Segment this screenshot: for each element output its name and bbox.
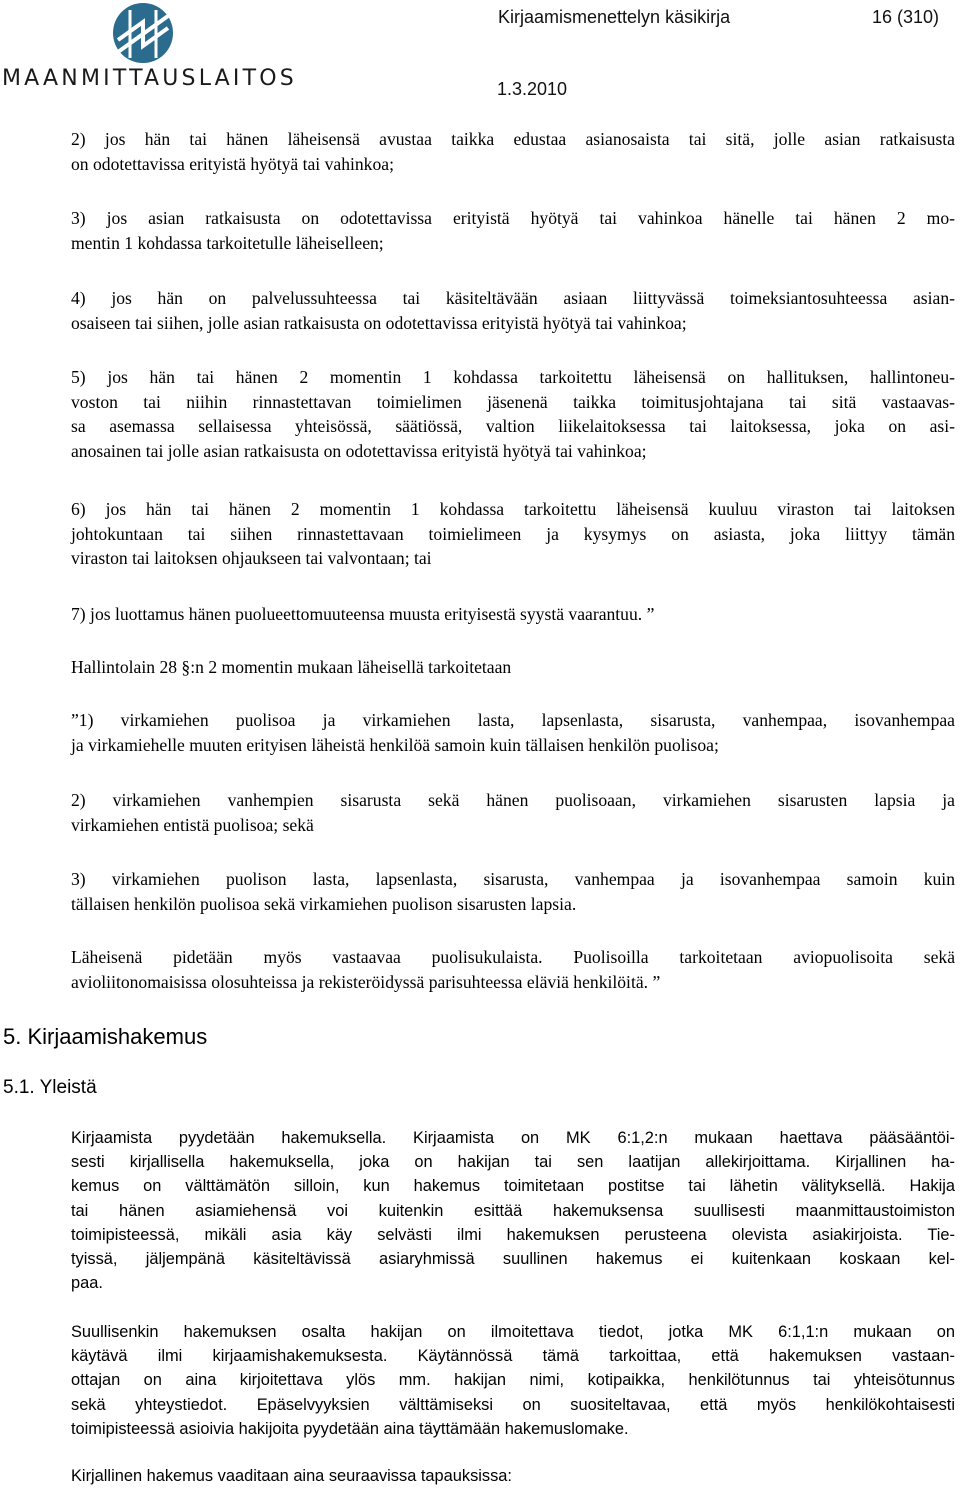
paragraph-item-3: 3) jos asian ratkaisusta on odotettavissa erityistä hyötyä tai vahinkoa hänelle tai hänen 2 mo- mentin 1 kohdassa tarkoitetulle läheiselleen;	[71, 208, 955, 253]
section-heading: 5. Kirjaamishakemus	[3, 1024, 208, 1049]
paragraph-half-relatives: Läheisenä pidetään myös vastaavaa puolisukulaista. Puolisoilla tarkoitetaan aviopuolisoita sekä avioliitonomaisissa olosuhteissa ja rekisteröidyssä parisuhteessa eläviä henkilöitä. ”	[71, 947, 955, 992]
page-number: 16 (310)	[872, 7, 940, 27]
subsection-heading: 5.1. Yleistä	[3, 1077, 97, 1098]
paragraph-application: Kirjaamista pyydetään hakemuksella. Kirjaamista on MK 6:1,2:n mukaan haettava pääsääntöi- sesti kirjallisella hakemuksella, joka on hakijan tai sen laatijan allekirjoittama. Kirjallinen ha- kemus on välttämätön silloin, kun hakemus toimitetaan postitse tai lähetin välityksellä. Hakija tai hänen asiamiehensä voi kuitenkin esittää hakemuksensa suullisesti maanmittaustoimiston toimipisteessä, mikäli asia käy selvästi ilmi hakemuksen perusteena olevista asiakirjoista. Tie- tyissä, jäljempänä käsiteltävissä asiaryhmissä suullinen hakemus ei kuitenkaan koskaan kel- paa.	[71, 1129, 955, 1293]
paragraph-definition-2: 2) virkamiehen vanhempien sisarusta sekä hänen puolisoaan, virkamiehen sisarusten lapsia ja virkamiehen entistä puolisoa; sekä	[71, 790, 955, 835]
paragraph-definition-1: ”1) virkamiehen puolisoa ja virkamiehen lasta, lapsenlasta, sisarusta, vanhempaa, isovanhempaa ja virkamiehelle muuten erityisen läheistä henkilöä samoin kuin tällaisen henkilön puolisoa;	[71, 710, 955, 755]
paragraph-item-6: 6) jos hän tai hänen 2 momentin 1 kohdassa tarkoitettu läheisensä kuuluu viraston tai laitoksen johtokuntaan tai siihen rinnastettavaan toimielimeen ja kysymys on asiasta, joka liittyy tämän viraston tai laitoksen ohjaukseen tai valvontaan; tai	[71, 499, 955, 569]
paragraph-law-intro: Hallintolain 28 §:n 2 momentin mukaan läheisellä tarkoitetaan	[71, 657, 512, 677]
paragraph-item-7: 7) jos luottamus hänen puolueettomuuteensa muusta erityisestä syystä vaarantuu. ”	[71, 604, 655, 624]
document-date: 1.3.2010	[497, 79, 568, 99]
organization-logo	[2, 2, 297, 94]
paragraph-oral-application: Suullisenkin hakemuksen osalta hakijan on ilmoitettava tiedot, jotka MK 6:1,1:n mukaan on käytävä ilmi kirjaamishakemuksesta. Käytännössä tämä tarkoittaa, että hakemuksen vastaan- ottajan on aina kirjoitettava ylös mm. hakijan nimi, kotipaikka, henkilötunnus tai yhteisötunnus sekä yhteystiedot. Epäselvyyksien välttämiseksi on suositeltavaa, että myös henkilökohtaisesti toimipisteessä asioivia hakijoita pyydetään aina täyttämään hakemuslomake.	[71, 1323, 955, 1438]
paragraph-item-5: 5) jos hän tai hänen 2 momentin 1 kohdassa tarkoitettu läheisensä on hallituksen, hallintoneu- voston tai niihin rinnastettavan toimielimen jäsenenä taikka toimitusjohtajana tai sitä vastaavas- sa asemassa sellaisessa yhteisössä, säätiössä, valtion liikelaitoksessa tai laitoksessa, joka on asi- anosainen tai jolle asian ratkaisusta on odotettavissa erityistä hyötyä tai vahinkoa;	[71, 367, 955, 461]
maanmittauslaitos-emblem-icon	[112, 2, 174, 64]
paragraph-definition-3: 3) virkamiehen puolison lasta, lapsenlasta, sisarusta, vanhempaa ja isovanhempaa samoin kuin tällaisen henkilön puolisoa sekä virkamiehen puolison sisarusten lapsia.	[71, 869, 955, 914]
logo-wordmark: MAANMITTAUSLAITOS	[2, 66, 297, 91]
paragraph-item-2: 2) jos hän tai hänen läheisensä avustaa taikka edustaa asianosaista tai sitä, jolle asian ratkaisusta on odotettavissa erityistä hyötyä tai vahinkoa;	[71, 129, 955, 174]
document-title: Kirjaamismenettelyn käsikirja	[498, 7, 731, 27]
paragraph-item-4: 4) jos hän on palvelussuhteessa tai käsiteltävään asiaan liittyvässä toimeksiantosuhteessa asian- osaiseen tai siihen, jolle asian ratkaisusta on odotettavissa erityistä hyötyä tai vahinkoa;	[71, 288, 955, 333]
paragraph-written-required: Kirjallinen hakemus vaaditaan aina seuraavissa tapauksissa:	[71, 1467, 512, 1485]
